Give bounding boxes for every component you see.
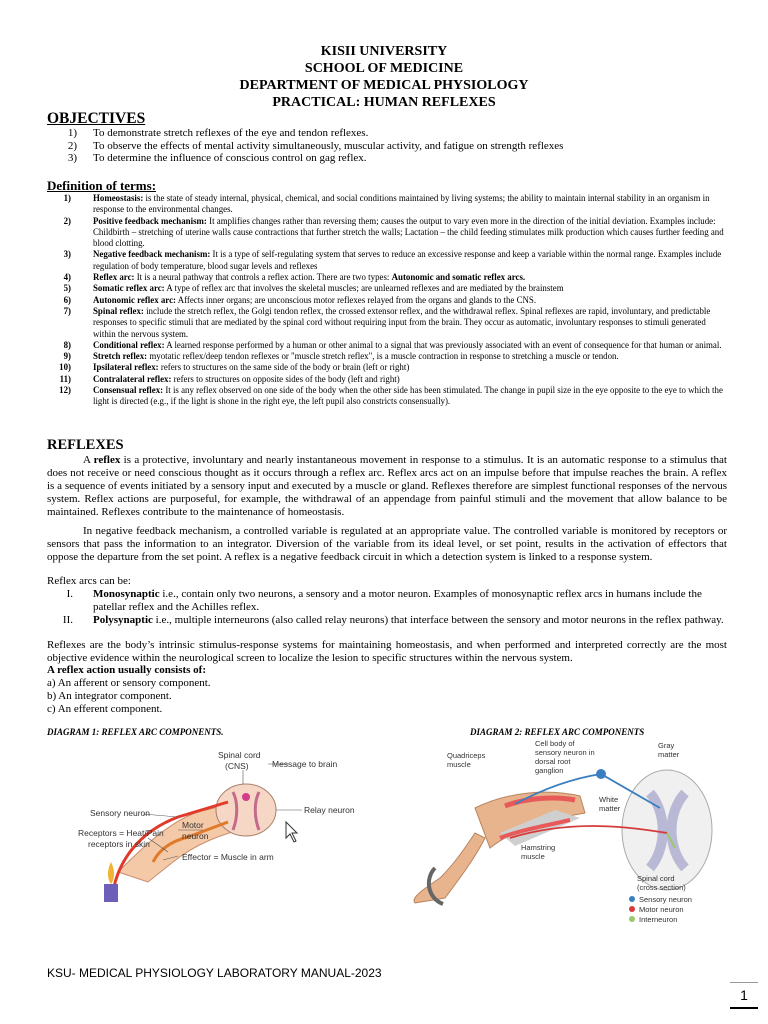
label-hamstring: Hamstring [521, 843, 556, 852]
legend-interneuron: Interneuron [639, 915, 678, 924]
list-item: b) An integrator component. [47, 690, 172, 702]
practical-title: PRACTICAL: HUMAN REFLEXES [272, 95, 496, 110]
list-item: c) An efferent component. [47, 703, 163, 715]
label-receptors-skin: receptors in skin [88, 839, 150, 849]
relay-neuron-body [242, 793, 250, 801]
definitions-list [47, 193, 727, 408]
candle-holder [104, 884, 118, 902]
label-white-matter: matter [599, 804, 621, 813]
definitions-heading: Definition of terms: [47, 178, 157, 193]
label-receptors: Receptors = Heat/Pain [78, 828, 164, 838]
label-cell-body: Cell body of [535, 739, 575, 748]
spinal-cord-shape [216, 784, 276, 836]
label-cns: (CNS) [225, 761, 249, 771]
legend-motor-dot [629, 906, 635, 912]
reflex-paragraph-2: In negative feedback mechanism, a controlled variable is regulated at an appropriate value. The controlled variable is monitored by receptors or sensors that pass the information to an integrator. Diversion of the variable from its ideal level, or set point, results in the activation of effectors that oppose the departure from the set point. A reflex is a negative feedback circuit in which a detection system is linked to a response system. [47, 525, 727, 563]
legend-sensory-neuron: Sensory neuron [639, 895, 692, 904]
label-gray-matter: matter [658, 750, 680, 759]
reflexes-heading: REFLEXES [47, 437, 124, 453]
list-item: II. Polysynaptic i.e., multiple interneurons (also called relay neurons) that interface between the sensory and motor neurons in the reflex pathway. [62, 614, 724, 626]
label-message-to-brain: Message to brain [272, 759, 338, 769]
label-cross-section: (cross section) [637, 883, 686, 892]
list-item: 6) Autonomic reflex arc: Affects inner organs; are unconscious motor reflexes relayed from the organs and glands to the CNS. [63, 294, 537, 305]
list-item: 12) Consensual reflex: It is any reflex observed on one side of the body when the other side has been stimulated. The change in pupil size in the eye opposite to the eye to which the light is directed (e.g., if the light is shone in the right eye, the left pupil also constricts consensually). [59, 385, 723, 407]
department-title: DEPARTMENT OF MEDICAL PHYSIOLOGY [239, 78, 529, 93]
school-title: SCHOOL OF MEDICINE [304, 61, 464, 76]
diagram-2-reflex-arc [405, 738, 723, 928]
list-item: 11) Contralateral reflex: refers to structures on opposite sides of the body (left and right) [59, 373, 400, 384]
cursor-icon [286, 822, 297, 842]
consists-list [47, 677, 211, 716]
list-item: 2) Positive feedback mechanism: It amplifies changes rather than reversing them; causes the output to vary even more in the direction of the initial deviation. Examples include: Childbirth – stretching of uterine walls cause contractions that further stretch the walls; Lactation – the child feeding stimulates milk production which causes further feeding and blood clotting. [63, 215, 724, 249]
list-item: 4) Reflex arc: It is a neural pathway that controls a reflex action. There are two types: Autonomic and somatic reflex arcs. [63, 272, 526, 283]
university-title: KISII UNIVERSITY [320, 44, 448, 59]
legend-motor-neuron: Motor neuron [639, 905, 684, 914]
label-spinal-cord: Spinal cord [637, 874, 675, 883]
label-hamstring-muscle: muscle [521, 852, 545, 861]
reflex-arcs-list [47, 588, 727, 627]
list-item: 9) Stretch reflex: myotatic reflex/deep tendon reflexes or "muscle stretch reflex", is a muscle contraction in response to stretching a muscle or tendon. [63, 351, 619, 362]
diagram-1-reflex-arc [78, 742, 358, 912]
lower-leg-shape [414, 833, 485, 903]
label-spinal-cord: Spinal cord [218, 750, 261, 760]
diagram-2-caption: DIAGRAM 2: REFLEX ARC COMPONENTS [470, 727, 645, 737]
label-sensory-neuron-in: sensory neuron in [535, 748, 595, 757]
list-item: 2) To observe the effects of mental activity simultaneously, muscular activity, and fatigue on strength reflexes [67, 139, 564, 152]
list-item: 10) Ipsilateral reflex: refers to structures on the same side of the body or brain (left or right) [59, 362, 410, 373]
list-item: I. Monosynaptic i.e., contain only two neurons, a sensory and a motor neuron. Examples of monosynaptic reflex arcs in humans include the patellar reflex and the Achilles reflex. [66, 588, 702, 613]
page-number-rule [730, 1007, 758, 1009]
diagram-1-caption: DIAGRAM 1: REFLEX ARC COMPONENTS. [47, 727, 224, 737]
reflex-paragraph-1: A reflex is a protective, involuntary and nearly instantaneous movement in response to a stimulus. It is an automatic response to a stimulus that does not receive or need conscious thought as it occurs through a reflex arc. Reflex arcs act on an impulse before that impulse reaches the brain. A reflex is a sequence of events initiated by a sensory input and executed by a muscle or gland. Reflexes therefore are simplest functional responses of the nervous system. Reflex actions are purposeful, for example, the withdrawal of an appendage from painful stimuli and the movement that allow balance to be maintained. Reflexes contribute to the maintenance of homeostasis. [47, 454, 727, 518]
list-item: 1) To demonstrate stretch reflexes of the eye and tendon reflexes. [67, 127, 369, 139]
label-dorsal-root: dorsal root [535, 757, 571, 766]
reflex-arcs-intro: Reflex arcs can be: [47, 575, 131, 587]
list-item: a) An afferent or sensory component. [47, 677, 211, 689]
reflex-paragraph-3: Reflexes are the body’s intrinsic stimulus-response systems for maintaining homeostasis, and when performed and interpreted correctly are the most objective evidence within the neurological screen to localize the lesion to specific structures within the nervous system. [47, 639, 727, 664]
label-ganglion: ganglion [535, 766, 564, 775]
objectives-heading: OBJECTIVES [47, 110, 146, 127]
label-effector: Effector = Muscle in arm [182, 852, 274, 862]
flame-icon [108, 862, 114, 884]
label-neuron: neuron [182, 831, 209, 841]
list-item: 8) Conditional reflex: A learned response performed by a human or other animal to a signal that was previously associated with an event of consequence for that human or animal. [63, 339, 722, 350]
list-item: 7) Spinal reflex: include the stretch reflex, the Golgi tendon reflex, the crossed extensor reflex, and the withdrawal reflex. Spinal reflexes are rapid, involuntary, and predictable responses to specific stimuli that are mediated by the spinal cord without requiring input from the brain. They occur as automatic, involuntary responses to stimuli generated within the nervous system. [63, 305, 711, 339]
label-relay-neuron: Relay neuron [304, 805, 355, 815]
list-item: 1) Homeostasis: is the state of steady internal, physical, chemical, and social conditions maintained by living systems; the ability to maintain internal stability in an organism in response to the environmental changes. [63, 193, 710, 215]
label-white: White [599, 795, 619, 804]
legend-sensory-dot [629, 896, 635, 902]
page-number: 1 [730, 982, 758, 1009]
label-quadriceps-muscle: muscle [447, 760, 471, 769]
label-quadriceps: Quadriceps [447, 751, 486, 760]
label-gray: Gray [658, 741, 675, 750]
footer-text: KSU- MEDICAL PHYSIOLOGY LABORATORY MANUAL-2023 [47, 966, 382, 980]
list-item: 3) Negative feedback mechanism: It is a type of self-regulating system that serves to reduce an excessive response and keep a variable within the normal range. Examples include regulation of body temperature, blood sugar levels and reflexes [63, 249, 722, 271]
list-item: 5) Somatic reflex arc: A type of reflex arc that involves the skeletal muscles; are unlearned reflexes and are mediated by the brainstem [63, 283, 564, 294]
label-sensory-neuron: Sensory neuron [90, 808, 151, 818]
legend-interneuron-dot [629, 916, 635, 922]
label-motor: Motor [182, 820, 204, 830]
objectives-list [47, 127, 563, 165]
list-item: 3) To determine the influence of conscious control on gag reflex. [67, 152, 367, 165]
consists-heading: A reflex action usually consists of: [47, 664, 206, 676]
